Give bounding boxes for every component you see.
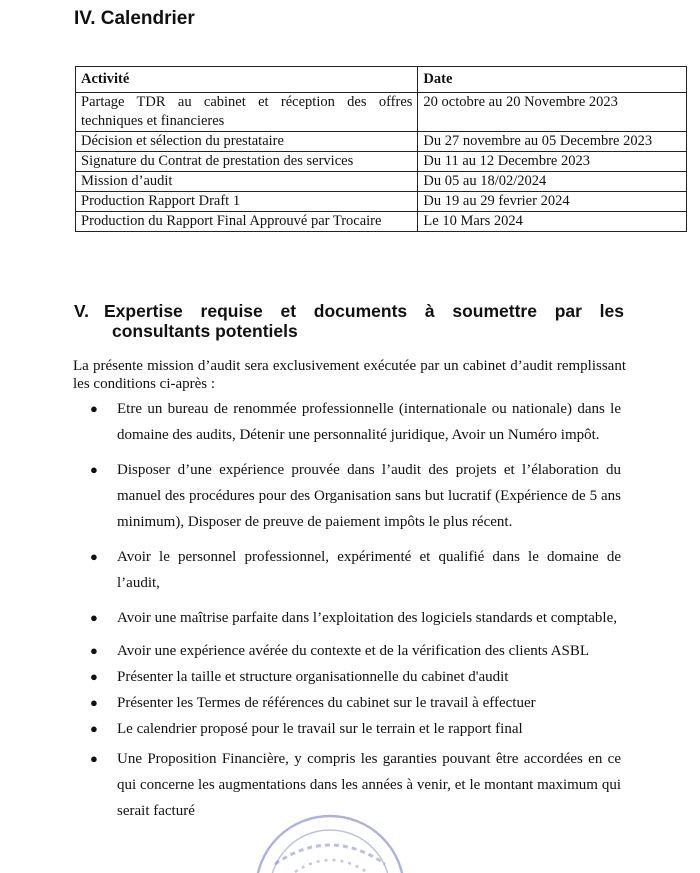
date-cell: Le 10 Mars 2024 <box>418 212 687 232</box>
table-row <box>76 192 687 212</box>
table-row <box>76 172 687 192</box>
table-row <box>76 132 687 152</box>
list-item <box>86 664 621 690</box>
section-5-number: V. <box>74 301 89 321</box>
activity-cell: Production du Rapport Final Approuvé par Trocaire <box>76 212 418 232</box>
table-row <box>76 93 687 132</box>
list-item <box>86 396 621 448</box>
activity-cell: Partage TDR au cabinet et réception des offres techniques et financieres <box>76 93 418 132</box>
bullet-icon: ● <box>90 695 98 710</box>
bullet-icon: ● <box>90 549 98 564</box>
bullet-icon: ● <box>90 669 98 684</box>
section-5-title-line-2: consultants potentiels <box>112 321 298 341</box>
list-item <box>86 638 621 664</box>
official-stamp <box>235 812 425 873</box>
activity-cell: Production Rapport Draft 1 <box>76 192 418 212</box>
date-cell: Du 27 novembre au 05 Decembre 2023 <box>418 132 687 152</box>
list-item-text: Une Proposition Financière, y compris les garanties pouvant être accordées en ce qui concerne les augmentations dans les années à venir, et le montant maximum qui serait facturé <box>117 751 621 819</box>
list-item <box>86 716 621 742</box>
activity-cell: Signature du Contrat de prestation des services <box>76 152 418 172</box>
list-item-text: Etre un bureau de renommée professionnelle (internationale ou nationale) dans le domaine des audits, Détenir une personnalité juridique, Avoir un Numéro impôt. <box>117 401 621 443</box>
activity-cell: Décision et sélection du prestataire <box>76 132 418 152</box>
list-item <box>86 690 621 716</box>
activity-cell: Mission d’audit <box>76 172 418 192</box>
list-item-text: Avoir une maîtrise parfaite dans l’exploitation des logiciels standards et comptable, <box>117 610 617 626</box>
list-item-text: Présenter la taille et structure organisationnelle du cabinet d'audit <box>117 669 509 685</box>
section-5-heading <box>74 301 624 341</box>
list-item <box>86 544 621 596</box>
list-item-text: Disposer d’une expérience prouvée dans l’audit des projets et l’élaboration du manuel des procédures pour des Organisation sans but lucratif (Expérience de 5 ans minimum), Disposer de preuve de paiement impôts le plus récent. <box>117 462 621 530</box>
requirements-list <box>86 396 621 824</box>
section-4-title: IV. Calendrier <box>74 8 195 29</box>
calendar-table <box>75 66 687 232</box>
table-header-row <box>76 67 687 93</box>
date-cell: Du 11 au 12 Decembre 2023 <box>418 152 687 172</box>
list-item <box>86 457 621 535</box>
list-item <box>86 605 621 631</box>
list-item-text: Avoir une expérience avérée du contexte et de la vérification des clients ASBL <box>117 643 590 659</box>
column-header-activite: Activité <box>76 67 418 93</box>
date-cell: 20 octobre au 20 Novembre 2023 <box>418 93 687 132</box>
list-item-text: Le calendrier proposé pour le travail sur le terrain et le rapport final <box>117 721 523 737</box>
table-row <box>76 152 687 172</box>
bullet-icon: ● <box>90 643 98 658</box>
bullet-icon: ● <box>90 462 98 477</box>
date-cell: Du 19 au 29 fevrier 2024 <box>418 192 687 212</box>
list-item-text: Présenter les Termes de références du cabinet sur le travail à effectuer <box>117 695 536 711</box>
date-cell: Du 05 au 18/02/2024 <box>418 172 687 192</box>
list-item-text: Avoir le personnel professionnel, expérimenté et qualifié dans le domaine de l’audit, <box>117 549 621 591</box>
bullet-icon: ● <box>90 401 98 416</box>
table-row <box>76 212 687 232</box>
bullet-icon: ● <box>90 751 98 766</box>
section-5-title-line-1: Expertise requise et documents à soumettre par les <box>104 301 624 321</box>
column-header-date: Date <box>418 67 687 93</box>
intro-paragraph: La présente mission d’audit sera exclusivement exécutée par un cabinet d’audit remplissant les conditions ci-après : <box>73 358 626 392</box>
bullet-icon: ● <box>90 721 98 736</box>
bullet-icon: ● <box>90 610 98 625</box>
